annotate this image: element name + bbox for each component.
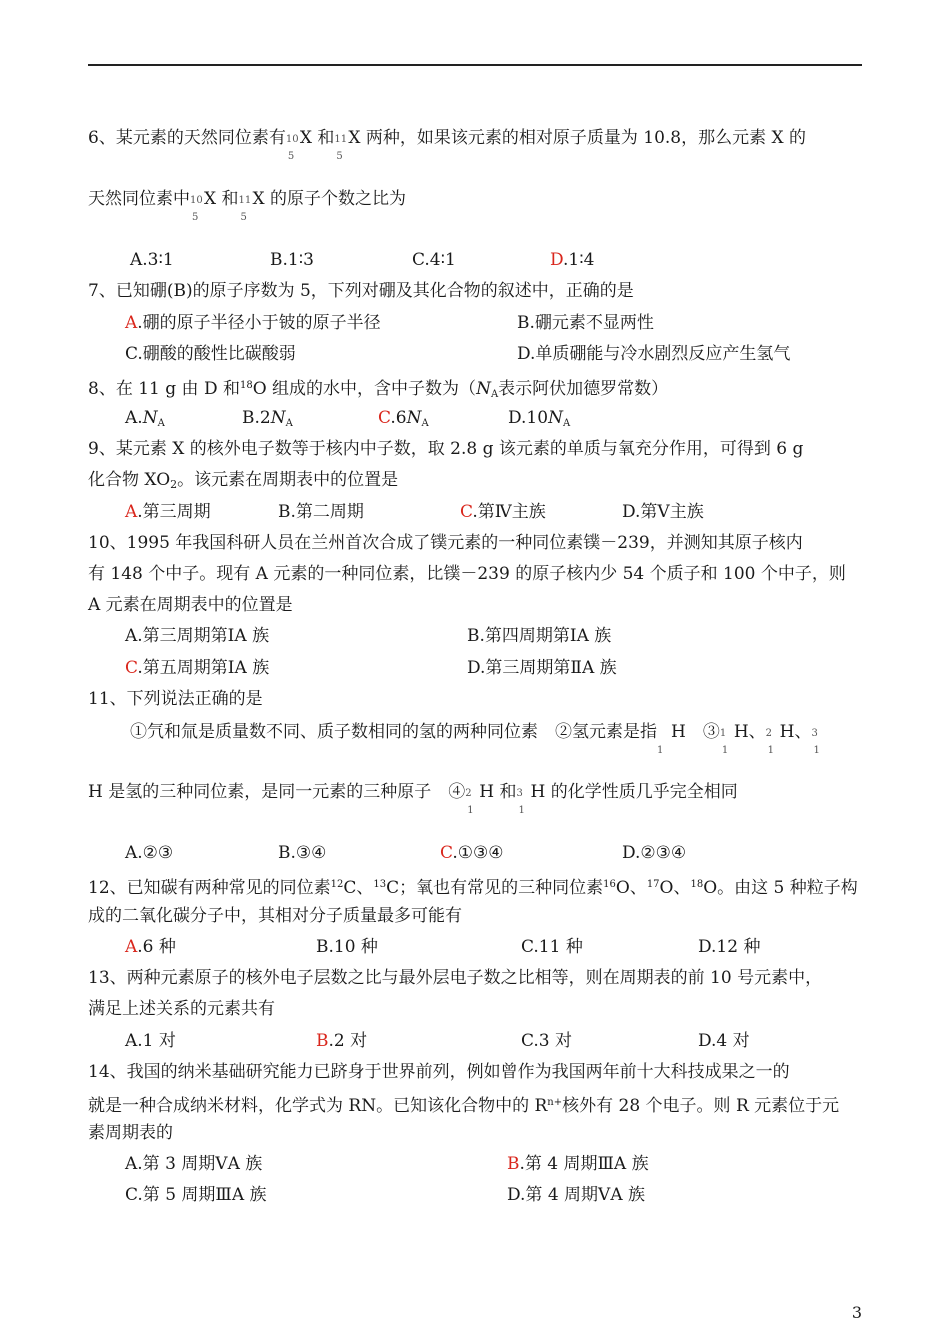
isotope-b11: 11 5 <box>334 134 348 162</box>
q12-option-d: D.12 种 <box>698 937 761 957</box>
q13-line2: 满足上述关系的元素共有 <box>88 999 275 1019</box>
answer-mark: C <box>378 408 391 428</box>
q10-line1: 10、1995 年我国科研人员在兰州首次合成了镤元素的一种同位素镤－239，并测知其原子核内 <box>88 533 803 553</box>
isotope-b10: 10 5 <box>285 134 299 162</box>
q9-option-c: C.第Ⅳ主族 <box>460 502 546 522</box>
q8-stem: 8、在 11 g 由 D 和$^{18}$O 组成的水中，含中子数为（NA表示阿伏加德罗常数） <box>88 379 669 400</box>
q7-option-a: A.硼的原子半径小于铍的原子半径 <box>125 313 381 333</box>
q7-option-d: D.单质硼能与冷水剧烈反应产生氢气 <box>517 344 791 364</box>
isotope-h2: 2 1 <box>465 788 474 816</box>
q9-option-d: D.第Ⅴ主族 <box>622 502 704 522</box>
q6-option-d: D.1∶4 <box>550 250 595 270</box>
isotope-h3: 3 1 <box>811 728 820 756</box>
q12-option-a: A.6 种 <box>125 937 176 957</box>
q11-option-d: D.②③④ <box>622 843 687 863</box>
q6-line2: 天然同位素中 10 5 X 和 11 5 X 的原子个数之比为 <box>88 189 407 223</box>
q11-stem: 11、下列说法正确的是 <box>88 689 263 709</box>
q11-line1: ①氕和氚是质量数不同、质子数相同的氢的两种同位素 ②氢元素是指 1 H ③ 1 1 H、 2 1 H、 3 1 <box>130 720 825 744</box>
q11-option-a: A.②③ <box>125 843 174 863</box>
isotope-b10: 10 5 <box>190 195 203 223</box>
q13-line1: 13、两种元素原子的核外电子层数之比与最外层电子数之比相等，则在周期表的前 10 号元素中， <box>88 968 823 988</box>
q12-line2: 成的二氧化碳分子中，其相对分子质量最多可能有 <box>88 906 462 926</box>
q11-line2: H 是氢的三种同位素，是同一元素的三种原子 ④ 2 1 H 和 3 1 H 的化学性质几乎完全相同 <box>88 782 738 816</box>
page-number: 3 <box>851 1303 862 1322</box>
q6-line1: 6、某元素的天然同位素有 10 5 X 和 11 5 X 两种，如果该元素的相对原子质量为 10.8，那么元素 X 的 <box>88 128 807 162</box>
q7-option-b: B.硼元素不显两性 <box>517 313 654 333</box>
q7-stem: 7、已知硼(B)的原子序数为 5，下列对硼及其化合物的叙述中，正确的是 <box>88 281 634 301</box>
q13-option-a: A.1 对 <box>125 1031 176 1051</box>
answer-mark: C <box>460 502 473 522</box>
q11-option-c: C.①③④ <box>440 843 504 863</box>
q12-line1: 12、已知碳有两种常见的同位素$^{12}$C、$^{13}$C；氧也有常见的三种同位素$^{16}$O、$^{17}$O、$^{18}$O。由这 5 种粒子构 <box>88 878 858 898</box>
answer-mark: A <box>125 502 138 522</box>
q14-line2: 就是一种合成纳米材料，化学式为 RN。已知该化合物中的 $R^{n+}$核外有 28 个电子。则 R 元素位于元 <box>88 1096 840 1116</box>
q10-option-a: A.第三周期第ⅠA 族 <box>125 626 270 646</box>
q6-option-a: A.3∶1 <box>130 250 174 270</box>
q12-option-b: B.10 种 <box>316 937 378 957</box>
answer-mark: B <box>507 1154 520 1174</box>
answer-mark: B <box>316 1031 329 1051</box>
q10-option-b: B.第四周期第ⅠA 族 <box>467 626 612 646</box>
answer-mark: C <box>440 843 453 863</box>
q14-option-d: D.第 4 周期ⅤA 族 <box>507 1185 646 1205</box>
q9-line2: 化合物 $XO_2$。该元素在周期表中的位置是 <box>88 470 399 491</box>
q14-option-b: B.第 4 周期ⅢA 族 <box>507 1154 649 1174</box>
q11-option-b: B.③④ <box>278 843 327 863</box>
q9-option-b: B.第二周期 <box>278 502 364 522</box>
q8-option-a: A.NA <box>125 408 165 429</box>
q7-option-c: C.硼酸的酸性比碳酸弱 <box>125 344 296 364</box>
isotope-h2: 2 1 <box>765 728 775 756</box>
q6-stem-start: 6、某元素的天然同位素有 <box>88 128 286 148</box>
q8-option-d: D.10NA <box>508 408 571 429</box>
answer-mark: A <box>125 313 138 333</box>
q9-option-a: A.第三周期 <box>125 502 211 522</box>
answer-mark: C <box>125 658 138 678</box>
q13-option-c: C.3 对 <box>521 1031 573 1051</box>
q10-line2: 有 148 个中子。现有 A 元素的一种同位素，比镤－239 的原子核内少 54 个质子和 100 个中子，则 <box>88 564 846 584</box>
q6-option-b: B.1∶3 <box>270 250 314 270</box>
isotope-h1: 1 1 <box>719 728 729 756</box>
q10-option-d: D.第三周期第ⅡA 族 <box>467 658 617 678</box>
q6-option-c: C.4∶1 <box>412 250 456 270</box>
q10-line3: A 元素在周期表中的位置是 <box>88 595 293 615</box>
q14-option-a: A.第 3 周期ⅤA 族 <box>125 1154 263 1174</box>
isotope-h3: 3 1 <box>516 788 525 816</box>
isotope-b11: 11 5 <box>238 195 252 223</box>
q14-line3: 素周期表的 <box>88 1123 173 1143</box>
q8-option-c: C.6NA <box>378 408 429 429</box>
answer-mark: D <box>550 250 564 270</box>
q13-option-d: D.4 对 <box>698 1031 750 1051</box>
answer-mark: A <box>125 937 138 957</box>
q9-line1: 9、某元素 X 的核外电子数等于核内中子数，取 2.8 g 该元素的单质与氧充分作用，可得到 6 g <box>88 439 804 459</box>
q8-option-b: B.2NA <box>242 408 293 429</box>
isotope-h1: 1 <box>657 745 664 756</box>
q10-option-c: C.第五周期第ⅠA 族 <box>125 658 270 678</box>
header-rule <box>88 64 862 66</box>
q12-option-c: C.11 种 <box>521 937 583 957</box>
q14-line1: 14、我国的纳米基础研究能力已跻身于世界前列，例如曾作为我国两年前十大科技成果之一的 <box>88 1062 790 1082</box>
q13-option-b: B.2 对 <box>316 1031 368 1051</box>
q14-option-c: C.第 5 周期ⅢA 族 <box>125 1185 267 1205</box>
